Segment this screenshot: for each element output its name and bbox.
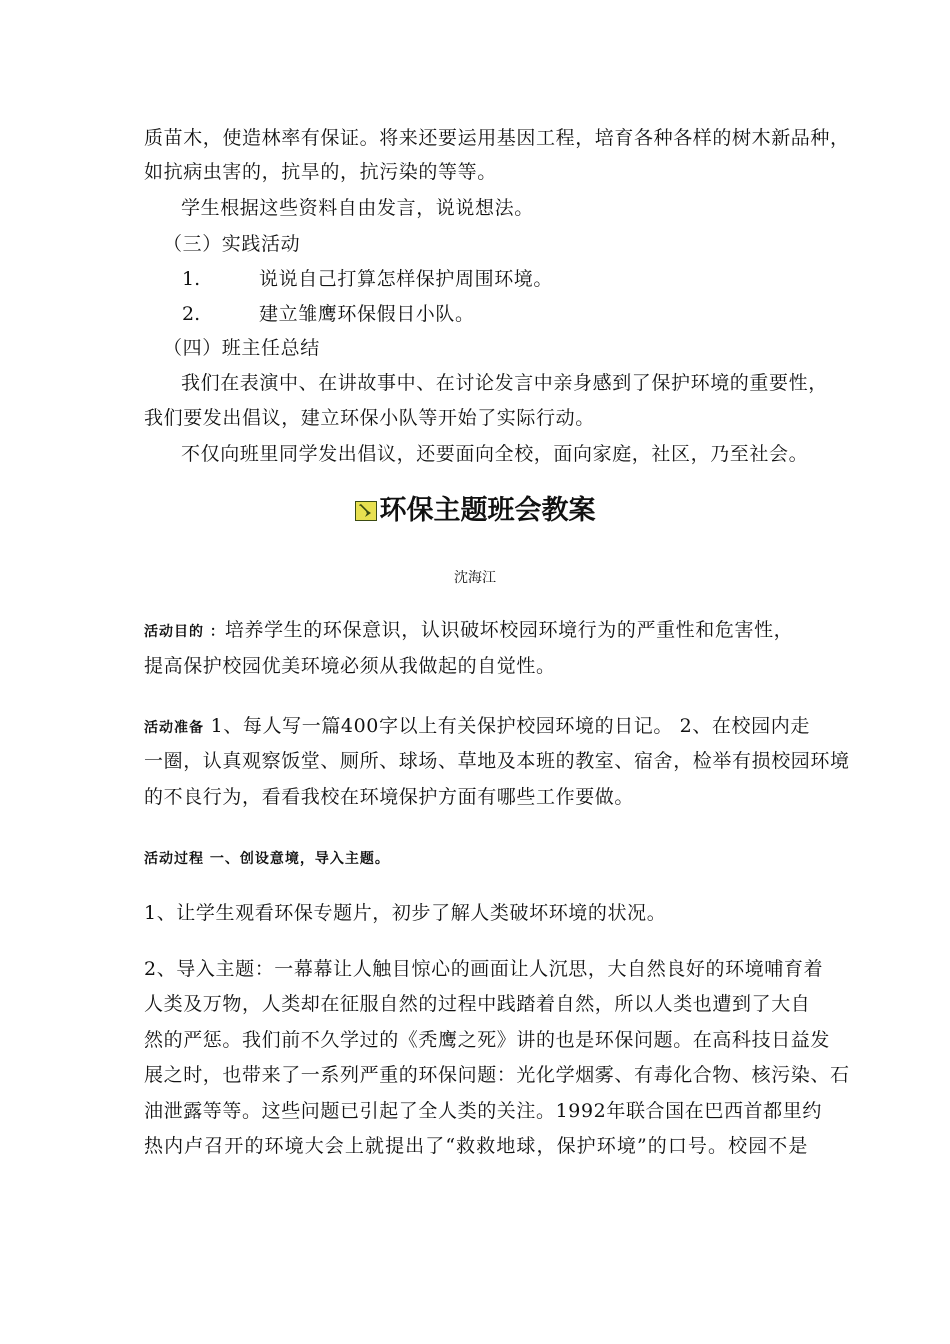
paragraph-line: 如抗病虫害的，抗旱的，抗污染的等等。 [144, 161, 497, 183]
paragraph-line: 然的严惩。我们前不久学过的《秃鹰之死》讲的也是环保问题。在高科技日益发 [144, 1029, 831, 1051]
prep-text: 1、每人写一篇400字以上有关保护校园环境的日记。 2、在校园内走 [210, 715, 810, 737]
list-number: 1. [182, 268, 201, 290]
prep-line [144, 713, 810, 741]
title-text: 环保主题班会教案 [379, 495, 596, 526]
paragraph-line: 油泄露等等。这些问题已引起了全人类的关注。1992年联合国在巴西首都里约 [144, 1100, 822, 1122]
paragraph-line: 人类及万物，人类却在征服自然的过程中践踏着自然，所以人类也遭到了大自 [144, 993, 811, 1015]
list-item: 说说自己打算怎样保护周围环境。 [259, 268, 554, 290]
paragraph-line: 一圈，认真观察饭堂、厕所、球场、草地及本班的教室、宿舍，检举有损校园环境 [144, 750, 850, 772]
section-heading: （四）班主任总结 [163, 337, 320, 359]
author-name: 沈海江 [454, 570, 496, 586]
paragraph: 学生根据这些资料自由发言，说说想法。 [181, 197, 534, 219]
list-item: 建立雏鹰环保假日小队。 [259, 303, 475, 325]
section-heading: （三）实践活动 [163, 233, 301, 255]
paragraph-line: 质苗木，使造林率有保证。将来还要运用基因工程，培育各种各样的树木新品种， [144, 127, 850, 149]
paragraph-line: 热内卢召开的环境大会上就提出了“救救地球，保护环境”的口号。校园不是 [144, 1135, 808, 1157]
paragraph: 不仅向班里同学发出倡议，还要面向全校，面向家庭，社区，乃至社会。 [181, 443, 809, 465]
goal-text: 培养学生的环保意识，认识破坏校园环境行为的严重性和危害性， [224, 619, 794, 641]
goal-label: 活动目的 ： [144, 624, 225, 640]
paragraph-line: 的不良行为，看看我校在环境保护方面有哪些工作要做。 [144, 786, 635, 808]
paragraph-line: 2、导入主题：一幕幕让人触目惊心的画面让人沉思，大自然良好的环境哺育着 [144, 958, 824, 980]
paragraph-line: 展之时，也带来了一系列严重的环保问题：光化学烟雾、有毒化合物、核污染、石 [144, 1064, 850, 1086]
paragraph-line: 我们在表演中、在讲故事中、在讨论发言中亲身感到了保护环境的重要性， [181, 372, 828, 394]
process-label: 活动过程 一、创设意境，导入主题。 [144, 851, 390, 867]
document-title [0, 494, 950, 528]
paragraph-line: 提高保护校园优美环境必须从我做起的自觉性。 [144, 655, 556, 677]
list-number: 2. [182, 303, 201, 325]
prep-label: 活动准备 [144, 720, 204, 736]
goal-line [144, 617, 793, 645]
paragraph: 1、让学生观看环保专题片，初步了解人类破坏环境的状况。 [144, 902, 667, 924]
pen-nib-icon [355, 496, 377, 516]
paragraph-line: 我们要发出倡议，建立环保小队等开始了实际行动。 [144, 407, 595, 429]
